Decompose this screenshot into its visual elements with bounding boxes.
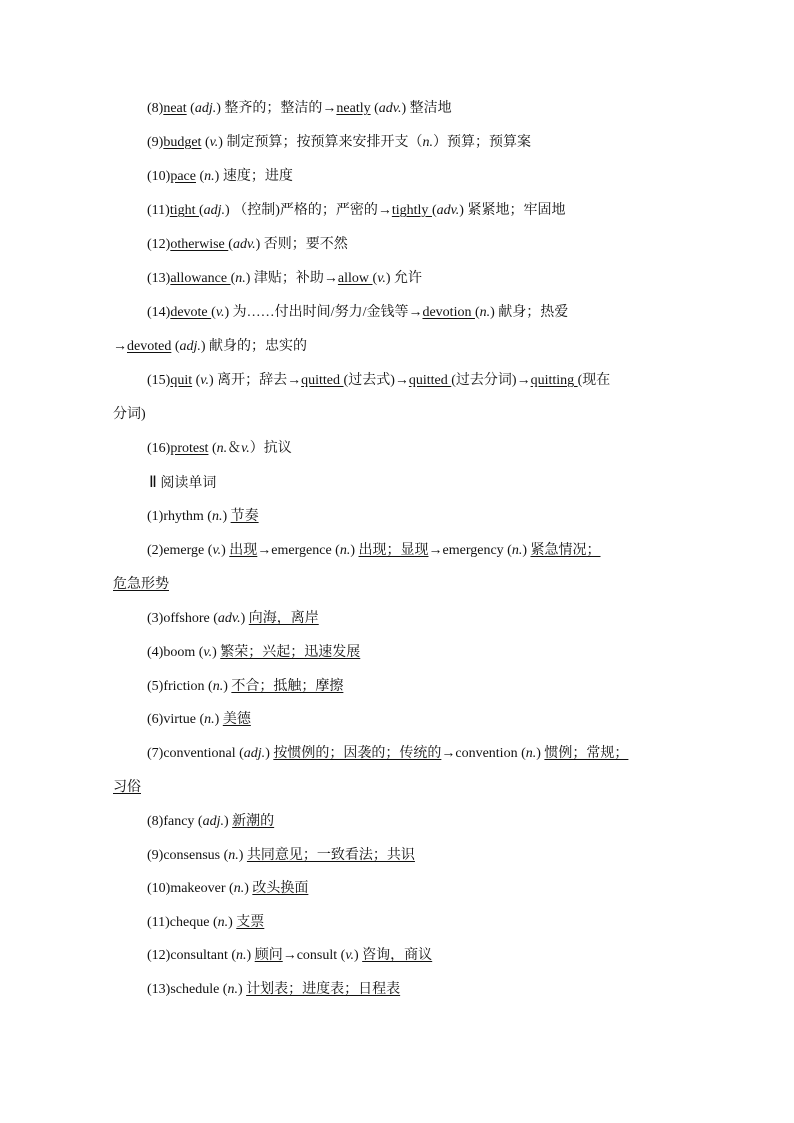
text-segment: →emergency ( xyxy=(428,543,512,558)
answer-word: otherwise xyxy=(170,237,229,252)
part-of-speech: adv. xyxy=(378,101,402,116)
text-segment: ( xyxy=(198,203,204,218)
answer-word: 惯例；常规； xyxy=(544,746,629,761)
text-line xyxy=(147,270,422,288)
text-segment: (4)boom ( xyxy=(147,645,204,660)
part-of-speech: n. xyxy=(212,679,224,694)
text-line xyxy=(147,508,259,526)
answer-word: 习俗 xyxy=(113,780,141,795)
part-of-speech: v. xyxy=(209,135,219,150)
text-line xyxy=(147,304,568,322)
part-of-speech: n. xyxy=(204,712,215,727)
answer-word: pace xyxy=(170,169,196,184)
part-of-speech: adj. xyxy=(203,203,226,218)
answer-word: budget xyxy=(163,135,202,150)
part-of-speech: n. xyxy=(211,509,223,524)
answer-word: 危急形势 xyxy=(113,577,169,592)
answer-word: 顾问 xyxy=(254,948,283,963)
text-segment: (5)friction ( xyxy=(147,679,213,694)
text-segment: ）抗议 xyxy=(249,441,292,456)
answer-word: 紧急情况； xyxy=(530,543,601,558)
text-line xyxy=(113,406,146,424)
answer-word: neatly xyxy=(336,101,371,116)
answer-word: 美德 xyxy=(222,712,251,727)
answer-word: 不合；抵触；摩擦 xyxy=(231,679,344,694)
text-segment: ＆ xyxy=(227,441,242,456)
text-segment: ) xyxy=(223,814,233,829)
text-segment: (9)consensus ( xyxy=(147,848,229,863)
text-segment: ) xyxy=(265,746,274,761)
text-segment: ) 津贴；补助→ xyxy=(245,271,338,286)
text-segment: ) xyxy=(522,543,531,558)
text-segment: (8)fancy ( xyxy=(147,814,203,829)
text-line xyxy=(113,338,307,356)
text-segment: (2)emerge ( xyxy=(147,543,213,558)
text-segment: ( xyxy=(474,305,480,320)
text-segment: ) xyxy=(238,848,247,863)
text-segment: ( xyxy=(228,237,233,252)
answer-word: 出现 xyxy=(229,543,258,558)
text-segment: ( xyxy=(370,101,379,116)
text-segment: ) 否则；要不然 xyxy=(255,237,348,252)
text-segment: 分词) xyxy=(113,407,146,422)
part-of-speech: adj. xyxy=(243,746,266,761)
part-of-speech: n. xyxy=(204,169,215,184)
text-line xyxy=(147,644,360,662)
text-line xyxy=(147,610,319,628)
answer-word: devoted xyxy=(127,339,172,354)
answer-word: quitted xyxy=(301,373,344,388)
text-segment: ) xyxy=(214,712,223,727)
part-of-speech: v. xyxy=(212,543,222,558)
text-segment: ) xyxy=(246,948,255,963)
text-segment: ) xyxy=(350,543,359,558)
text-segment: (现在 xyxy=(577,373,611,388)
text-segment: (13) xyxy=(147,271,171,286)
answer-word: allow xyxy=(337,271,373,286)
text-segment: (过去式)→ xyxy=(343,373,409,388)
answer-word: tight xyxy=(169,203,199,218)
answer-word: 新潮的 xyxy=(232,814,275,829)
text-segment: ( xyxy=(211,305,216,320)
part-of-speech: n. xyxy=(235,271,246,286)
answer-word: quitted xyxy=(408,373,452,388)
answer-word: 共同意见；一致看法；共识 xyxy=(246,848,415,863)
answer-word: neat xyxy=(163,101,187,116)
text-line xyxy=(147,202,565,220)
text-segment: ) 速度；进度 xyxy=(214,169,293,184)
text-segment: ) xyxy=(244,881,253,896)
text-segment: (10) xyxy=(147,169,171,184)
part-of-speech: v. xyxy=(345,948,354,963)
part-of-speech: n. xyxy=(511,543,523,558)
text-segment: (3)offshore ( xyxy=(147,611,218,626)
text-line xyxy=(147,440,292,458)
text-segment: →convention ( xyxy=(441,746,526,761)
text-line xyxy=(147,947,432,965)
text-segment: ) 允许 xyxy=(385,271,423,286)
text-line xyxy=(147,542,601,560)
text-segment: ）预算；预算案 xyxy=(432,135,531,150)
text-segment: (11)cheque ( xyxy=(147,915,218,930)
text-segment: ( xyxy=(208,441,217,456)
text-segment: ) 献身的；忠实的 xyxy=(200,339,308,354)
text-line xyxy=(147,847,415,865)
text-line xyxy=(113,779,141,797)
text-segment: Ⅱ xyxy=(149,474,157,491)
text-line xyxy=(147,813,274,831)
text-line xyxy=(149,474,216,493)
part-of-speech: n. xyxy=(339,543,351,558)
answer-word: 出现；显现 xyxy=(358,543,429,558)
text-segment: (11) xyxy=(147,203,170,218)
part-of-speech: adv. xyxy=(217,611,241,626)
answer-word: 支票 xyxy=(236,915,265,930)
text-segment: ) xyxy=(354,948,363,963)
part-of-speech: n. xyxy=(525,746,537,761)
answer-word: 繁荣；兴起；迅速发展 xyxy=(220,645,361,660)
text-segment: ( xyxy=(372,271,378,286)
part-of-speech: adj. xyxy=(194,101,217,116)
text-segment: ) 为……付出时间/努力/金钱等→ xyxy=(224,305,423,320)
text-line xyxy=(147,880,308,898)
answer-word: devotion xyxy=(422,305,475,320)
part-of-speech: v. xyxy=(203,645,213,660)
text-segment: (15) xyxy=(147,373,171,388)
text-segment: ) xyxy=(212,645,221,660)
answer-word: 按惯例的；因袭的；传统的 xyxy=(273,746,442,761)
text-line xyxy=(147,745,628,763)
part-of-speech: adv. xyxy=(436,203,460,218)
text-segment: (10)makeover ( xyxy=(147,881,234,896)
part-of-speech: adv. xyxy=(232,237,256,252)
answer-word: 节奏 xyxy=(230,509,259,524)
text-line xyxy=(147,236,348,254)
text-segment: ( xyxy=(431,203,437,218)
text-line xyxy=(147,100,452,118)
text-segment: ) xyxy=(223,679,232,694)
answer-word: quit xyxy=(170,373,193,388)
text-segment: (12) xyxy=(147,237,171,252)
answer-word: tightly xyxy=(391,203,432,218)
text-segment: (16) xyxy=(147,441,171,456)
text-line xyxy=(147,372,610,390)
text-segment: ( xyxy=(195,169,205,184)
text-segment: ) 制定预算；按预算来安排开支（ xyxy=(218,135,423,150)
text-line xyxy=(147,168,293,186)
part-of-speech: adj. xyxy=(179,339,201,354)
text-segment: 阅读单词 xyxy=(156,476,217,491)
answer-word: 计划表；进度表；日程表 xyxy=(246,982,401,997)
text-segment: ) xyxy=(536,746,545,761)
text-line xyxy=(147,711,251,729)
part-of-speech: n. xyxy=(227,982,238,997)
text-segment: (7)conventional ( xyxy=(147,746,244,761)
text-segment: (9) xyxy=(147,135,164,150)
text-segment: ) xyxy=(228,915,237,930)
text-segment: ) xyxy=(222,509,231,524)
part-of-speech: v. xyxy=(377,271,386,286)
part-of-speech: n. xyxy=(479,305,491,320)
text-segment: (过去分词)→ xyxy=(451,373,531,388)
text-segment: ( xyxy=(230,271,236,286)
part-of-speech: v. xyxy=(241,441,250,456)
text-segment: →consult ( xyxy=(282,948,346,963)
answer-word: allowance xyxy=(170,271,231,286)
answer-word: 改头换面 xyxy=(252,881,309,896)
text-segment: (8) xyxy=(147,101,164,116)
text-segment: ) xyxy=(221,543,230,558)
text-segment: ) 献身；热爱 xyxy=(490,305,569,320)
answer-word: 向海，离岸 xyxy=(248,611,319,626)
part-of-speech: n. xyxy=(228,848,239,863)
text-segment: ( xyxy=(201,135,210,150)
answer-word: 咨询，商议 xyxy=(362,948,433,963)
text-line xyxy=(147,678,343,696)
part-of-speech: n. xyxy=(217,915,229,930)
answer-word: devote xyxy=(170,305,212,320)
part-of-speech: v. xyxy=(215,305,225,320)
part-of-speech: v. xyxy=(200,373,209,388)
answer-word: protest xyxy=(170,441,209,456)
text-segment: (13)schedule ( xyxy=(147,982,228,997)
text-segment: ( xyxy=(186,101,195,116)
text-segment: ) xyxy=(237,982,247,997)
text-segment: ) 紧紧地；牢固地 xyxy=(459,203,566,218)
text-segment: ) 离开；辞去→ xyxy=(208,373,302,388)
text-line xyxy=(147,914,264,932)
text-segment: ) 整齐的；整洁的→ xyxy=(216,101,337,116)
answer-word: quitting xyxy=(530,373,578,388)
text-segment: ) （控制)严格的；严密的→ xyxy=(225,203,392,218)
text-segment: → xyxy=(113,339,127,354)
part-of-speech: n. xyxy=(233,881,245,896)
text-segment: (1)rhythm ( xyxy=(147,509,212,524)
part-of-speech: adj. xyxy=(202,814,224,829)
text-segment: ( xyxy=(171,339,180,354)
text-segment: ) 整洁地 xyxy=(401,101,452,116)
text-line xyxy=(147,134,531,152)
part-of-speech: n. xyxy=(422,135,433,150)
text-segment: ( xyxy=(192,373,201,388)
text-segment: →emergence ( xyxy=(257,543,340,558)
text-segment: ) xyxy=(240,611,249,626)
part-of-speech: n. xyxy=(236,948,247,963)
part-of-speech: n. xyxy=(216,441,228,456)
text-segment: (12)consultant ( xyxy=(147,948,237,963)
text-segment: (6)virtue ( xyxy=(147,712,205,727)
text-line xyxy=(147,981,400,999)
text-line xyxy=(113,576,169,594)
text-segment: (14) xyxy=(147,305,171,320)
